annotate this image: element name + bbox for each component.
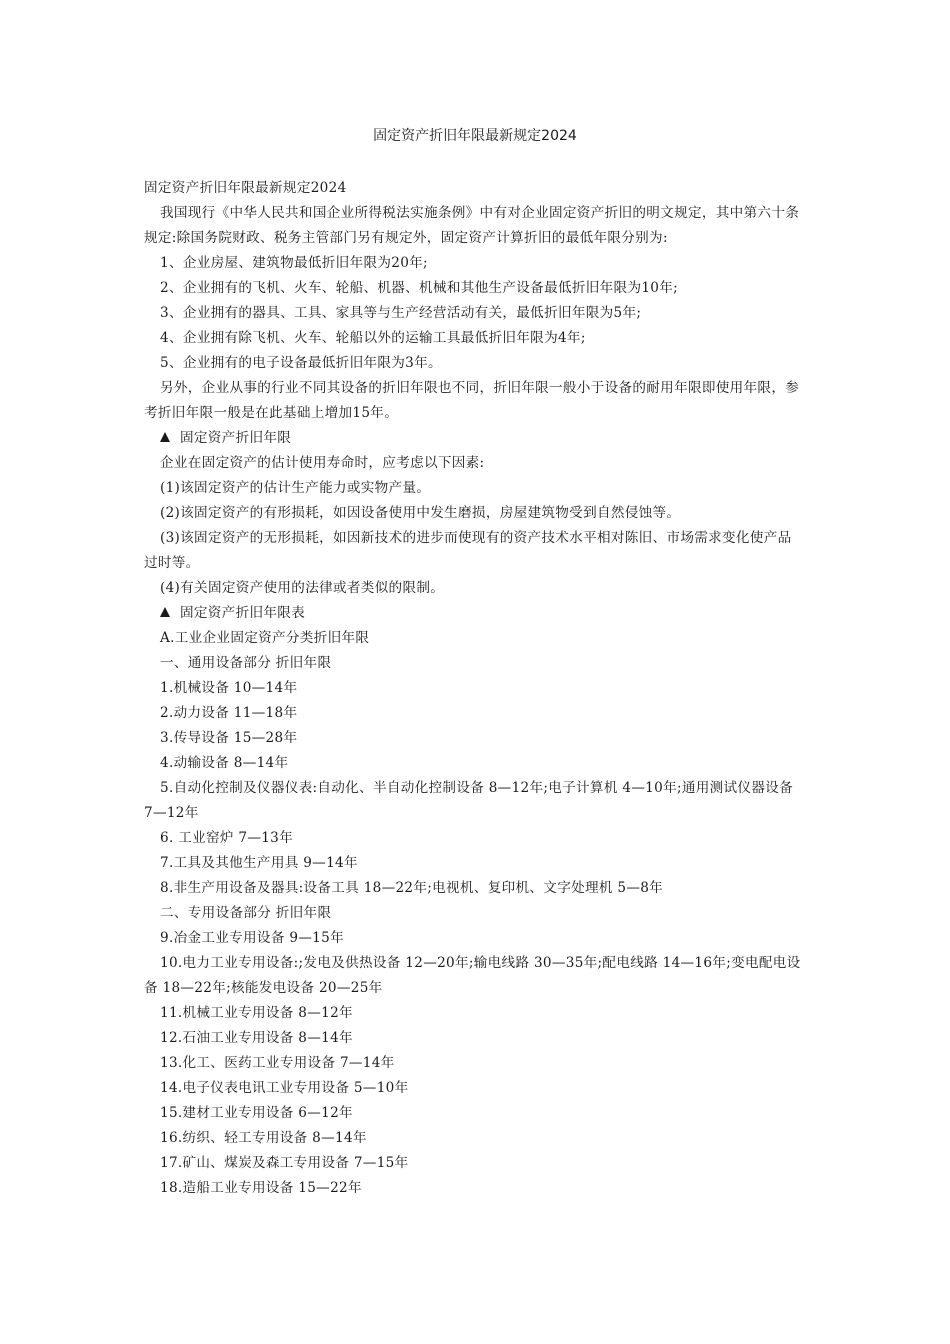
factor-item: (4)有关固定资产使用的法律或者类似的限制。 — [160, 580, 445, 596]
part2-heading: 二、专用设备部分 折旧年限 — [160, 905, 332, 921]
equipment-item: 7.工具及其他生产用具 9—14年 — [160, 855, 358, 871]
section-intro: 企业在固定资产的估计使用寿命时，应考虑以下因素: — [160, 455, 485, 471]
equipment-item: 18.造船工业专用设备 15—22年 — [160, 1180, 362, 1196]
equipment-item: 2.动力设备 11—18年 — [160, 705, 298, 721]
table-a-title: A.工业企业固定资产分类折旧年限 — [160, 630, 370, 646]
document-body — [144, 176, 804, 1201]
equipment-item: 8.非生产用设备及器具:设备工具 18—22年;电视机、复印机、文字处理机 5—8年 — [160, 880, 664, 896]
factor-item: (2)该固定资产的有形损耗，如因设备使用中发生磨损，房屋建筑物受到自然侵蚀等。 — [160, 505, 681, 521]
equipment-item: 11.机械工业专用设备 8—12年 — [160, 1005, 353, 1021]
rule-item: 4、企业拥有除飞机、火车、轮船以外的运输工具最低折旧年限为4年; — [160, 330, 586, 346]
equipment-item: 5.自动化控制及仪器仪表:自动化、半自动化控制设备 8—12年;电子计算机 4—10年;通用测试仪器设备 7—12年 — [144, 780, 793, 821]
factor-item: (1)该固定资产的估计生产能力或实物产量。 — [160, 480, 431, 496]
equipment-item: 12.石油工业专用设备 8—14年 — [160, 1030, 353, 1046]
extra-paragraph: 另外，企业从事的行业不同其设备的折旧年限也不同，折旧年限一般小于设备的耐用年限即使用年限，参考折旧年限一般是在此基础上增加15年。 — [144, 380, 800, 421]
equipment-item: 1.机械设备 10—14年 — [160, 680, 298, 696]
equipment-item: 13.化工、医药工业专用设备 7—14年 — [160, 1055, 395, 1071]
section-heading-lifespan — [144, 426, 804, 451]
equipment-item: 16.纺织、轻工专用设备 8—14年 — [160, 1130, 367, 1146]
rule-item: 2、企业拥有的飞机、火车、轮船、机器、机械和其他生产设备最低折旧年限为10年; — [160, 280, 679, 296]
part1-heading: 一、通用设备部分 折旧年限 — [160, 655, 332, 671]
section-heading-text: 固定资产折旧年限表 — [180, 605, 306, 621]
section-heading-text: 固定资产折旧年限 — [180, 430, 292, 446]
equipment-item: 3.传导设备 15—28年 — [160, 730, 298, 746]
triangle-bullet-icon — [160, 607, 170, 617]
triangle-bullet-icon — [160, 432, 170, 442]
rule-item: 1、企业房屋、建筑物最低折旧年限为20年; — [160, 255, 428, 271]
equipment-item: 15.建材工业专用设备 6—12年 — [160, 1105, 353, 1121]
equipment-item: 6. 工业窑炉 7—13年 — [160, 830, 294, 846]
equipment-item: 10.电力工业专用设备:;发电及供热设备 12—20年;输电线路 30—35年;配电线路 14—16年;变电配电设备 18—22年;核能发电设备 20—25年 — [144, 955, 801, 996]
section-heading-table — [144, 601, 804, 626]
equipment-item: 9.冶金工业专用设备 9—15年 — [160, 930, 344, 946]
intro-paragraph: 我国现行《中华人民共和国企业所得税法实施条例》中有对企业固定资产折旧的明文规定，其中第六十条规定:除国务院财政、税务主管部门另有规定外，固定资产计算折旧的最低年限分别为: — [144, 205, 800, 246]
rule-item: 5、企业拥有的电子设备最低折旧年限为3年。 — [160, 355, 442, 371]
equipment-item: 14.电子仪表电讯工业专用设备 5—10年 — [160, 1080, 409, 1096]
equipment-item: 4.动输设备 8—14年 — [160, 755, 289, 771]
document-subtitle: 固定资产折旧年限最新规定2024 — [144, 180, 347, 196]
rule-item: 3、企业拥有的器具、工具、家具等与生产经营活动有关，最低折旧年限为5年; — [160, 305, 642, 321]
document-title: 固定资产折旧年限最新规定2024 — [373, 128, 577, 144]
equipment-item: 17.矿山、煤炭及森工专用设备 7—15年 — [160, 1155, 409, 1171]
factor-item: (3)该固定资产的无形损耗，如因新技术的进步而使现有的资产技术水平相对陈旧、市场需求变化使产品过时等。 — [144, 530, 792, 571]
